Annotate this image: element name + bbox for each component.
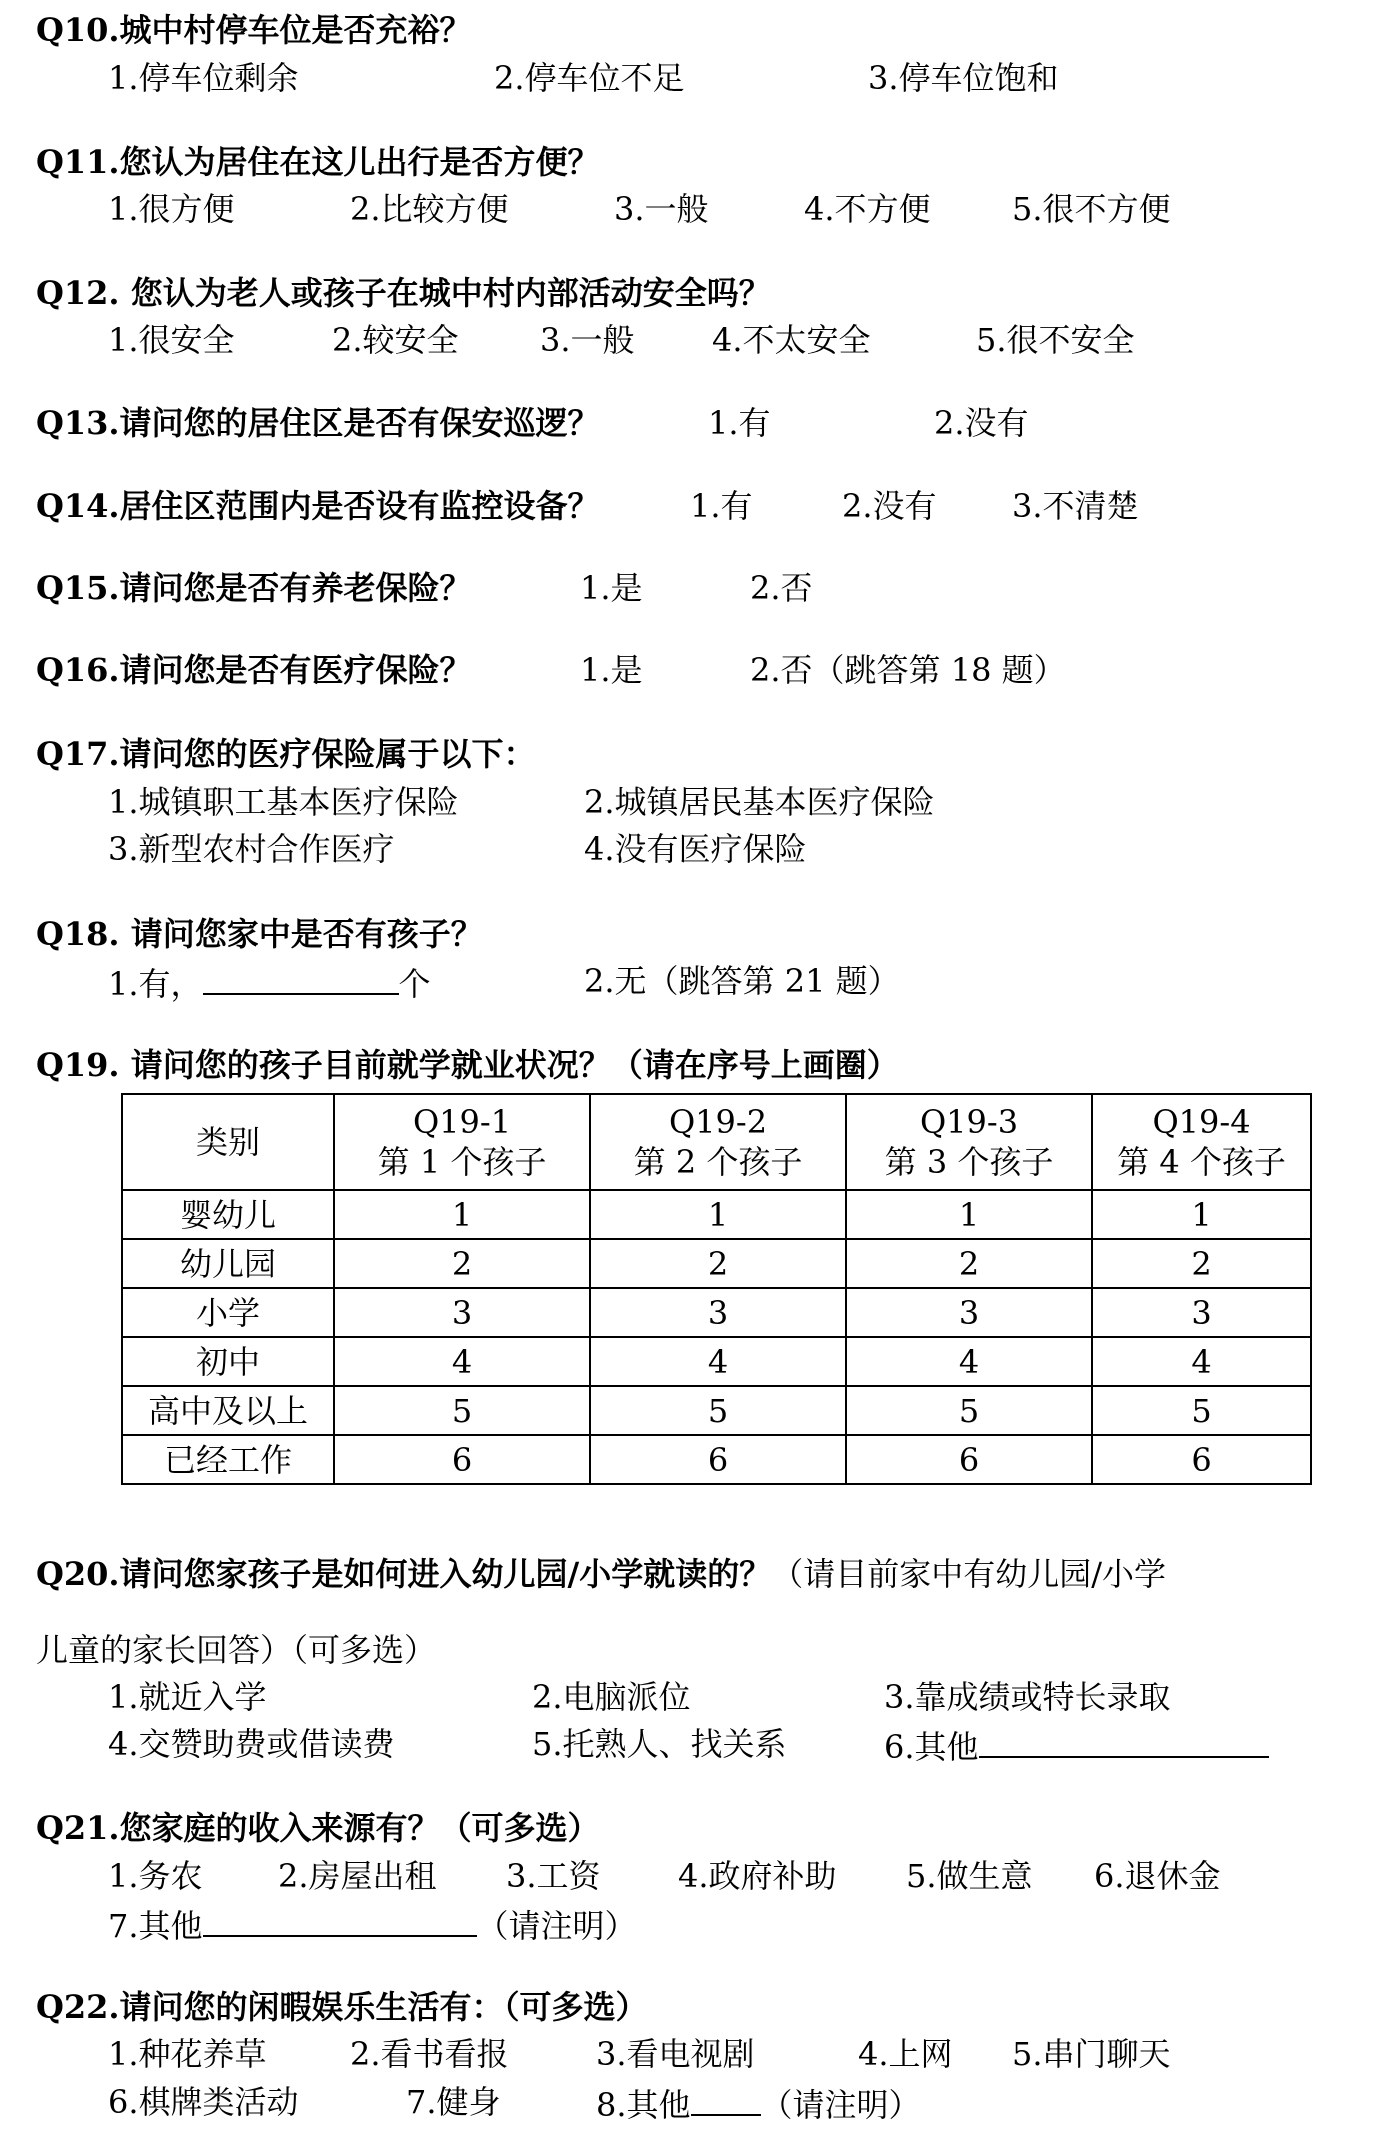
q22-option-3[interactable]: 3.看电视剧 xyxy=(596,2035,755,2073)
answer-cell[interactable]: 1 xyxy=(1092,1190,1311,1239)
q18-option-1-label: 1.有， xyxy=(108,965,203,1003)
answer-cell[interactable]: 6 xyxy=(1092,1435,1311,1484)
q21-option-1[interactable]: 1.务农 xyxy=(108,1857,203,1895)
q17-option-4[interactable]: 4.没有医疗保险 xyxy=(584,830,807,868)
q22-option-6[interactable]: 6.棋牌类活动 xyxy=(108,2083,299,2121)
row-label: 小学 xyxy=(122,1288,334,1337)
q18-option-2[interactable]: 2.无（跳答第 21 题） xyxy=(584,962,900,1000)
q11-option-4[interactable]: 4.不方便 xyxy=(804,190,931,228)
q21-option-3[interactable]: 3.工资 xyxy=(506,1857,601,1895)
q14-option-1[interactable]: 1.有 xyxy=(690,487,753,525)
q22-option-5[interactable]: 5.串门聊天 xyxy=(1012,2035,1171,2073)
q19-col-2-code: Q19-2 xyxy=(668,1103,768,1141)
q18-title: Q18. 请问您家中是否有孩子？ xyxy=(36,915,483,953)
row-label: 已经工作 xyxy=(122,1435,334,1484)
row-label: 初中 xyxy=(122,1337,334,1386)
answer-cell[interactable]: 3 xyxy=(590,1288,846,1337)
q20-option-1[interactable]: 1.就近入学 xyxy=(108,1678,267,1716)
q13-option-1[interactable]: 1.有 xyxy=(708,404,771,442)
q13-title: Q13.请问您的居住区是否有保安巡逻？ xyxy=(36,404,600,442)
q20-option-2[interactable]: 2.电脑派位 xyxy=(532,1678,691,1716)
q15-option-1[interactable]: 1.是 xyxy=(580,569,643,607)
row-label: 幼儿园 xyxy=(122,1239,334,1288)
answer-cell[interactable]: 4 xyxy=(334,1337,590,1386)
q19-table-header xyxy=(122,1094,1311,1190)
answer-cell[interactable]: 1 xyxy=(846,1190,1092,1239)
answer-cell[interactable]: 4 xyxy=(1092,1337,1311,1386)
answer-cell[interactable]: 3 xyxy=(846,1288,1092,1337)
q20-option-4[interactable]: 4.交赞助费或借读费 xyxy=(108,1725,395,1763)
q22-option-2[interactable]: 2.看书看报 xyxy=(350,2035,509,2073)
q22-other-blank[interactable] xyxy=(691,2082,761,2116)
q21-option-2[interactable]: 2.房屋出租 xyxy=(278,1857,437,1895)
q11-option-5[interactable]: 5.很不方便 xyxy=(1012,190,1171,228)
q11-option-2[interactable]: 2.比较方便 xyxy=(350,190,509,228)
answer-cell[interactable]: 2 xyxy=(590,1239,846,1288)
answer-cell[interactable]: 5 xyxy=(590,1386,846,1435)
q21-option-7-label: 7.其他 xyxy=(108,1907,203,1945)
q21-other-blank[interactable] xyxy=(203,1903,477,1937)
q17-title: Q17.请问您的医疗保险属于以下： xyxy=(36,735,536,773)
table-row xyxy=(122,1386,1311,1435)
q20-option-3[interactable]: 3.靠成绩或特长录取 xyxy=(884,1678,1171,1716)
row-label: 婴幼儿 xyxy=(122,1190,334,1239)
q18-option-1-unit: 个 xyxy=(398,965,431,1003)
q19-corner-cell: 类别 xyxy=(122,1094,334,1190)
q12-option-3[interactable]: 3.一般 xyxy=(540,321,635,359)
answer-cell[interactable]: 1 xyxy=(334,1190,590,1239)
q12-option-4[interactable]: 4.不太安全 xyxy=(712,321,871,359)
answer-cell[interactable]: 1 xyxy=(590,1190,846,1239)
q20-note-continued: 儿童的家长回答）（可多选） xyxy=(36,1631,437,1669)
q22-option-8-label: 8.其他 xyxy=(596,2086,691,2124)
q19-col-4-code: Q19-4 xyxy=(1152,1103,1251,1141)
table-row xyxy=(122,1337,1311,1386)
q20-option-6-label: 6.其他 xyxy=(884,1728,979,1766)
q15-option-2[interactable]: 2.否 xyxy=(750,569,813,607)
q11-option-1[interactable]: 1.很方便 xyxy=(108,190,235,228)
answer-cell[interactable]: 3 xyxy=(1092,1288,1311,1337)
q20-other-blank[interactable] xyxy=(979,1724,1269,1758)
q19-col-1-code: Q19-1 xyxy=(412,1103,512,1141)
q11-option-3[interactable]: 3.一般 xyxy=(614,190,709,228)
q22-option-8[interactable] xyxy=(596,2082,921,2125)
q12-title: Q12. 您认为老人或孩子在城中村内部活动安全吗？ xyxy=(36,274,771,312)
answer-cell[interactable]: 4 xyxy=(590,1337,846,1386)
q20-option-5[interactable]: 5.托熟人、找关系 xyxy=(532,1725,787,1763)
q22-option-1[interactable]: 1.种花养草 xyxy=(108,2035,267,2073)
q19-col-4 xyxy=(1092,1094,1311,1190)
table-row xyxy=(122,1435,1311,1484)
answer-cell[interactable]: 5 xyxy=(846,1386,1092,1435)
q16-title: Q16.请问您是否有医疗保险？ xyxy=(36,651,472,689)
q14-option-3[interactable]: 3.不清楚 xyxy=(1012,487,1139,525)
q21-option-4[interactable]: 4.政府补助 xyxy=(678,1857,837,1895)
q22-option-4[interactable]: 4.上网 xyxy=(858,2035,953,2073)
answer-cell[interactable]: 5 xyxy=(1092,1386,1311,1435)
q21-note: （请注明） xyxy=(476,1907,637,1945)
answer-cell[interactable]: 3 xyxy=(334,1288,590,1337)
answer-cell[interactable]: 6 xyxy=(334,1435,590,1484)
q17-option-3[interactable]: 3.新型农村合作医疗 xyxy=(108,830,395,868)
row-label: 高中及以上 xyxy=(122,1386,334,1435)
q18-count-blank[interactable] xyxy=(203,961,399,995)
q14-title: Q14.居住区范围内是否设有监控设备？ xyxy=(36,487,600,525)
q19-col-3-code: Q19-3 xyxy=(919,1103,1019,1141)
answer-cell[interactable]: 2 xyxy=(846,1239,1092,1288)
q17-option-1[interactable]: 1.城镇职工基本医疗保险 xyxy=(108,783,459,821)
q12-option-2[interactable]: 2.较安全 xyxy=(332,321,459,359)
q22-option-7[interactable]: 7.健身 xyxy=(406,2083,501,2121)
answer-cell[interactable]: 2 xyxy=(1092,1239,1311,1288)
q19-col-1-label: 第 1 个孩子 xyxy=(377,1143,547,1181)
q10-title: Q10.城中村停车位是否充裕？ xyxy=(36,11,472,49)
answer-cell[interactable]: 6 xyxy=(590,1435,846,1484)
q20-title: Q20.请问您家孩子是如何进入幼儿园/小学就读的？ xyxy=(36,1555,772,1593)
answer-cell[interactable]: 4 xyxy=(846,1337,1092,1386)
q21-option-6[interactable]: 6.退休金 xyxy=(1094,1857,1221,1895)
q12-option-1[interactable]: 1.很安全 xyxy=(108,321,235,359)
table-row xyxy=(122,1239,1311,1288)
q19-col-3-label: 第 3 个孩子 xyxy=(884,1143,1054,1181)
answer-cell[interactable]: 2 xyxy=(334,1239,590,1288)
q19-col-2 xyxy=(590,1094,846,1190)
q19-col-2-label: 第 2 个孩子 xyxy=(633,1143,803,1181)
q10-option-3[interactable]: 3.停车位饱和 xyxy=(868,59,1059,97)
q15-title: Q15.请问您是否有养老保险？ xyxy=(36,569,472,607)
q19-table xyxy=(121,1093,1312,1485)
q19-title: Q19. 请问您的孩子目前就学就业状况？（请在序号上画圈） xyxy=(36,1046,899,1084)
q12-option-5[interactable]: 5.很不安全 xyxy=(976,321,1135,359)
q20-option-6[interactable] xyxy=(884,1724,1269,1767)
q22-title: Q22.请问您的闲暇娱乐生活有：（可多选） xyxy=(36,1988,648,2026)
table-row xyxy=(122,1288,1311,1337)
q20-title-line xyxy=(36,1554,1166,1594)
q19-col-3 xyxy=(846,1094,1092,1190)
q17-option-2[interactable]: 2.城镇居民基本医疗保险 xyxy=(584,783,935,821)
q16-option-1[interactable]: 1.是 xyxy=(580,651,643,689)
answer-cell[interactable]: 6 xyxy=(846,1435,1092,1484)
q21-option-7[interactable] xyxy=(108,1903,637,1946)
table-row xyxy=(122,1190,1311,1239)
q20-note: （请目前家中有幼儿园/小学 xyxy=(771,1555,1167,1593)
q10-option-2[interactable]: 2.停车位不足 xyxy=(494,59,685,97)
q19-col-4-label: 第 4 个孩子 xyxy=(1117,1143,1286,1181)
q10-option-1[interactable]: 1.停车位剩余 xyxy=(108,59,299,97)
q21-title: Q21.您家庭的收入来源有？（可多选） xyxy=(36,1809,600,1847)
q19-col-1 xyxy=(334,1094,590,1190)
q11-title: Q11.您认为居住在这儿出行是否方便？ xyxy=(36,143,600,181)
q16-option-2[interactable]: 2.否（跳答第 18 题） xyxy=(750,651,1066,689)
q14-option-2[interactable]: 2.没有 xyxy=(842,487,937,525)
q21-option-5[interactable]: 5.做生意 xyxy=(906,1857,1033,1895)
answer-cell[interactable]: 5 xyxy=(334,1386,590,1435)
q22-note: （请注明） xyxy=(760,2086,921,2124)
q13-option-2[interactable]: 2.没有 xyxy=(934,404,1029,442)
q18-option-1[interactable] xyxy=(108,961,431,1004)
